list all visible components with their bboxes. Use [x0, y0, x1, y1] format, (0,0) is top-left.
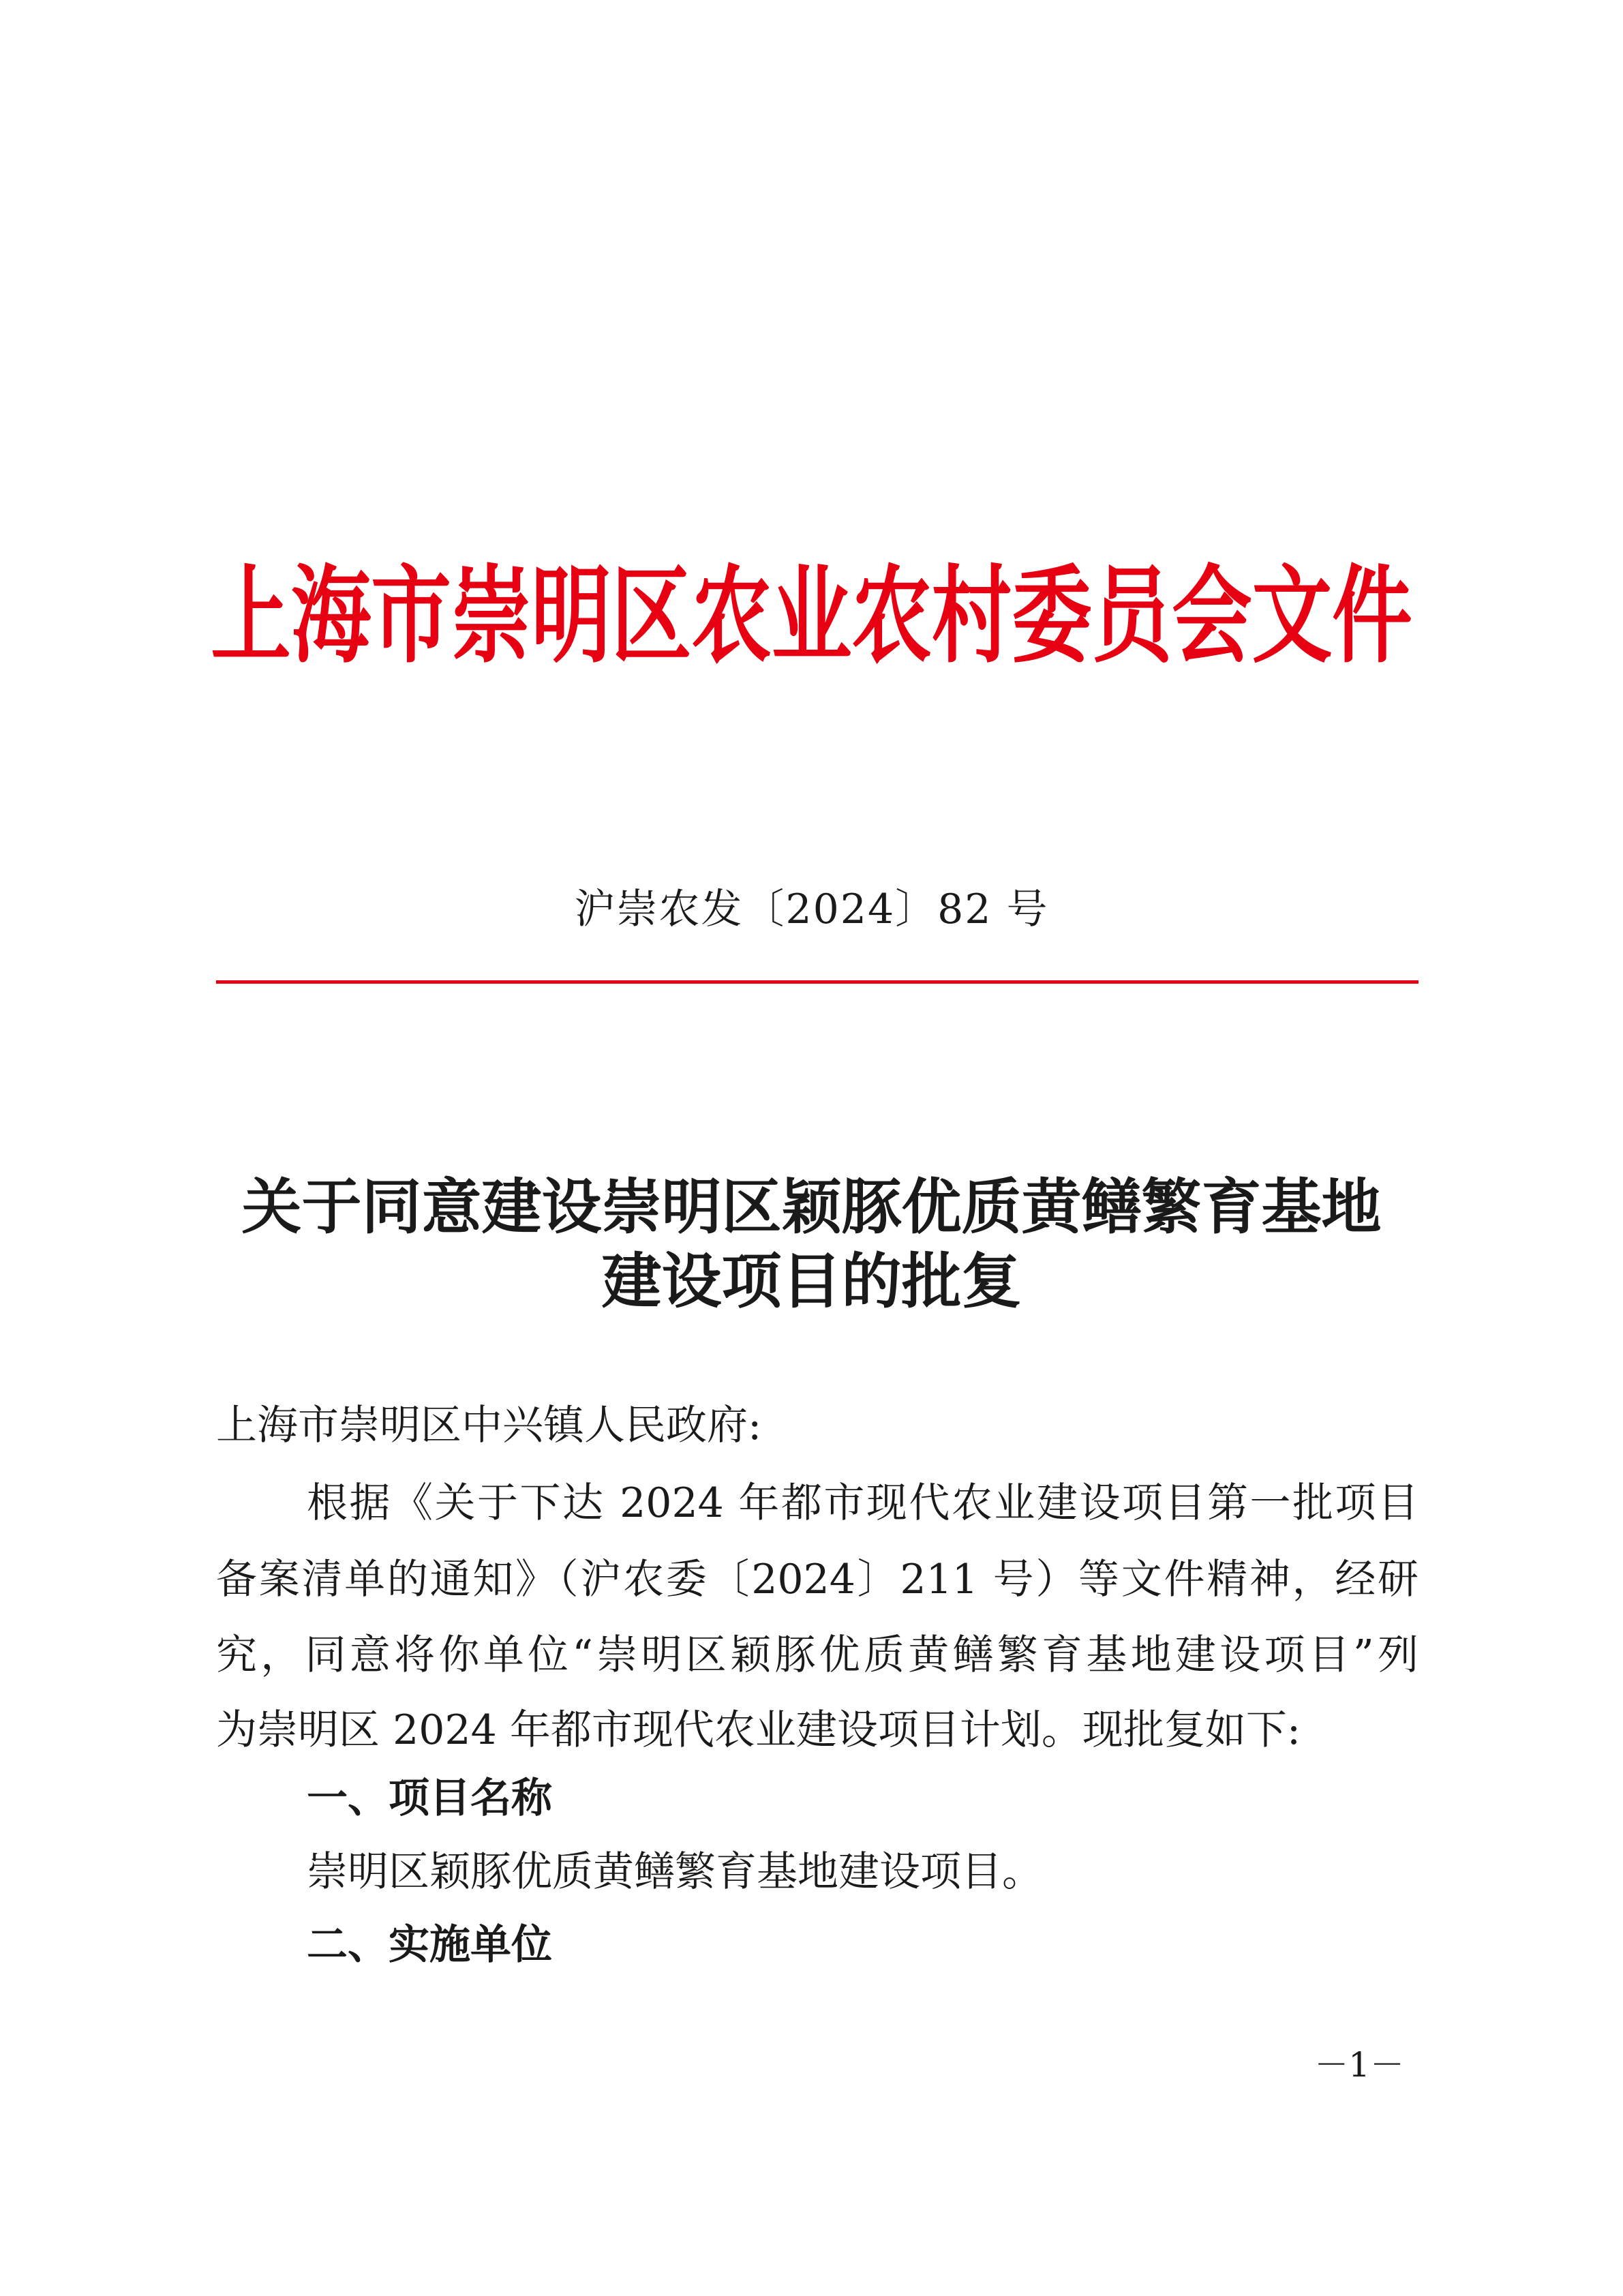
document-title-line-1: 关于同意建设崇明区颖豚优质黄鳝繁育基地 [241, 1171, 1382, 1242]
masthead [0, 553, 1623, 678]
paragraph-line: 为崇明区 2024 年都市现代农业建设项目计划。现批复如下: [216, 1706, 1301, 1754]
masthead-title: 上海市崇明区农业农村委员会文件 [211, 553, 1412, 678]
red-separator-line [216, 980, 1419, 984]
page-number: －1－ [1314, 2045, 1404, 2085]
section-heading-implementing-unit: 二、实施单位 [307, 1921, 552, 1969]
section-heading-project-name: 一、项目名称 [307, 1774, 552, 1822]
section-text-project-name: 崇明区颖豚优质黄鳝繁育基地建设项目。 [307, 1848, 1043, 1896]
document-number: 沪崇农发〔2024〕82 号 [574, 886, 1049, 933]
paragraph-line: 根据《关于下达 2024 年都市现代农业建设项目第一批项目 [307, 1479, 1419, 1527]
paragraph-line: 备案清单的通知》（沪农委〔2024〕211 号）等文件精神，经研 [216, 1556, 1419, 1603]
paragraph-line: 究，同意将你单位“崇明区颖豚优质黄鳝繁育基地建设项目”列 [216, 1631, 1419, 1679]
document-title-line-2: 建设项目的批复 [601, 1245, 1022, 1316]
salutation: 上海市崇明区中兴镇人民政府: [216, 1402, 762, 1449]
